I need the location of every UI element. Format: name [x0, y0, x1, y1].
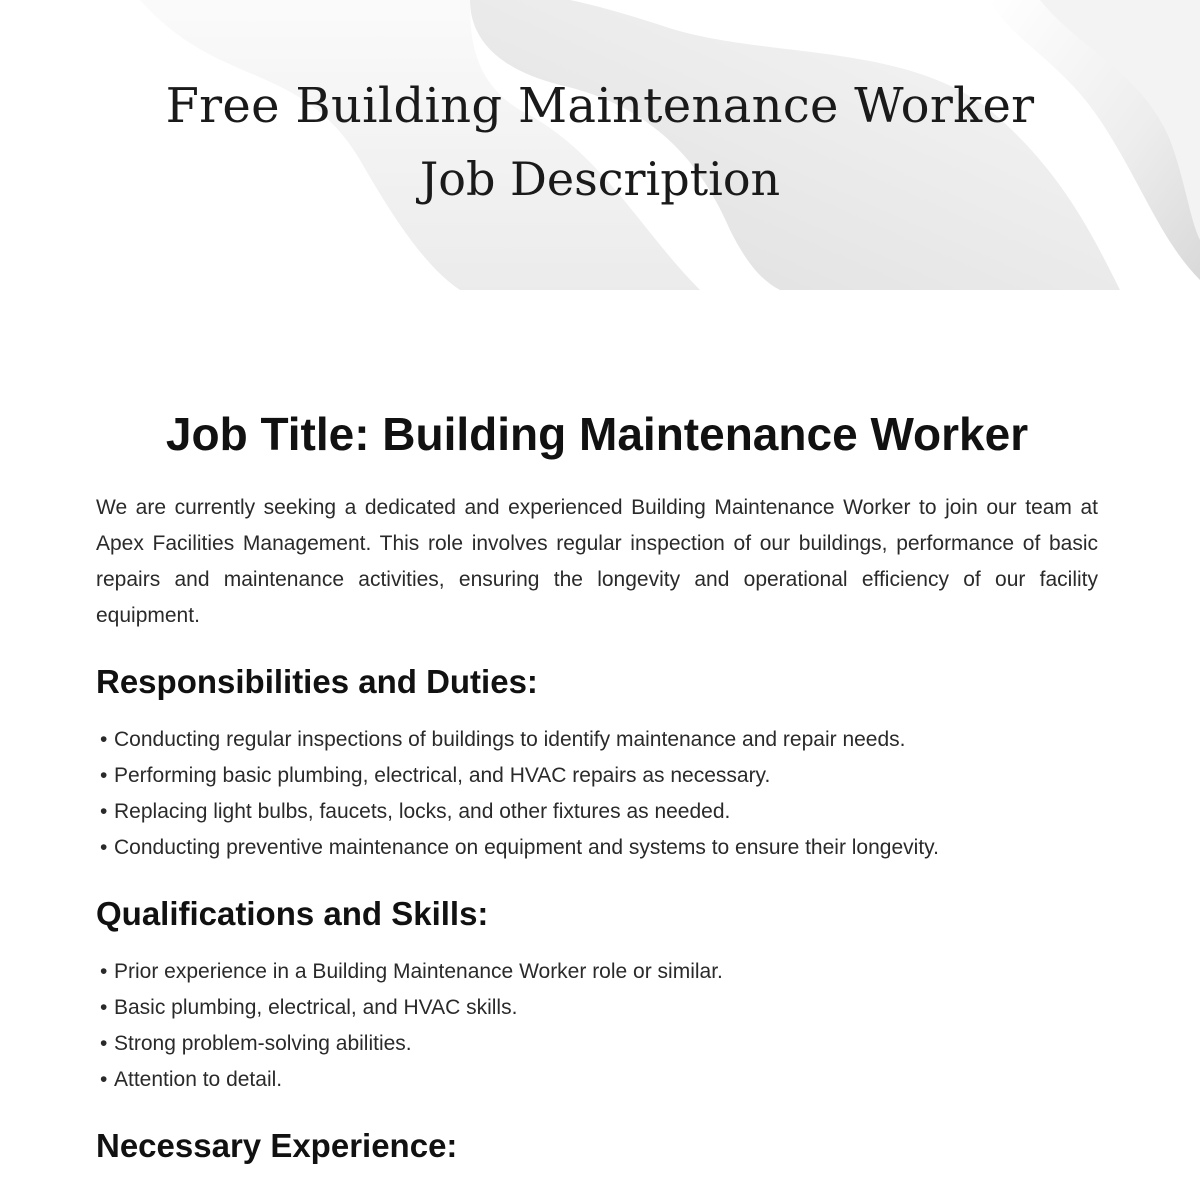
- list-item-text: Attention to detail.: [114, 1068, 283, 1091]
- header-banner: [0, 0, 1200, 290]
- list-item-text: Strong problem-solving abilities.: [114, 1032, 412, 1055]
- list-item: [96, 758, 1080, 794]
- intro-paragraph: We are currently seeking a dedicated and experienced Building Maintenance Worker to join our team at Apex Facilities Management. This role involves regular inspection of our buildings, performance of basic repairs and maintenance activities, ensuring the longevity and operational efficiency of our facility equipment.: [96, 496, 1098, 627]
- list-item: [96, 954, 1080, 990]
- qualifications-heading: Qualifications and Skills:: [96, 895, 489, 932]
- bullet-icon: •: [100, 836, 108, 859]
- list-item: [96, 794, 1080, 830]
- bullet-icon: •: [100, 800, 108, 823]
- list-item-text: Prior experience in a Building Maintenance Worker role or similar.: [114, 960, 723, 983]
- bullet-icon: •: [100, 960, 108, 983]
- document-body: [96, 400, 1098, 1172]
- bullet-icon: •: [100, 764, 108, 787]
- job-title-heading: Job Title: Building Maintenance Worker: [165, 408, 1029, 460]
- responsibilities-list: [96, 722, 1080, 866]
- list-item: [96, 990, 1080, 1026]
- page-title-line-2: Job Description: [419, 152, 781, 206]
- experience-heading: Necessary Experience:: [96, 1127, 458, 1164]
- list-item: [96, 1062, 1080, 1098]
- list-item-text: Conducting preventive maintenance on equipment and systems to ensure their longevity.: [114, 836, 939, 859]
- bullet-icon: •: [100, 1032, 108, 1055]
- list-item: [96, 1026, 1080, 1062]
- responsibilities-heading: Responsibilities and Duties:: [96, 663, 538, 700]
- bullet-icon: •: [100, 1068, 108, 1091]
- list-item: [96, 830, 1080, 866]
- list-item-text: Replacing light bulbs, faucets, locks, and other fixtures as needed.: [114, 800, 731, 823]
- list-item-text: Performing basic plumbing, electrical, and HVAC repairs as necessary.: [114, 764, 771, 787]
- qualifications-list: [96, 954, 1080, 1098]
- list-item: [96, 722, 1080, 758]
- list-item-text: Conducting regular inspections of buildings to identify maintenance and repair needs.: [114, 728, 906, 751]
- bullet-icon: •: [100, 996, 108, 1019]
- list-item-text: Basic plumbing, electrical, and HVAC skills.: [114, 996, 518, 1019]
- bullet-icon: •: [100, 728, 108, 751]
- decorative-wave-background: [0, 0, 1200, 290]
- page-title-line-1: Free Building Maintenance Worker: [165, 78, 1035, 134]
